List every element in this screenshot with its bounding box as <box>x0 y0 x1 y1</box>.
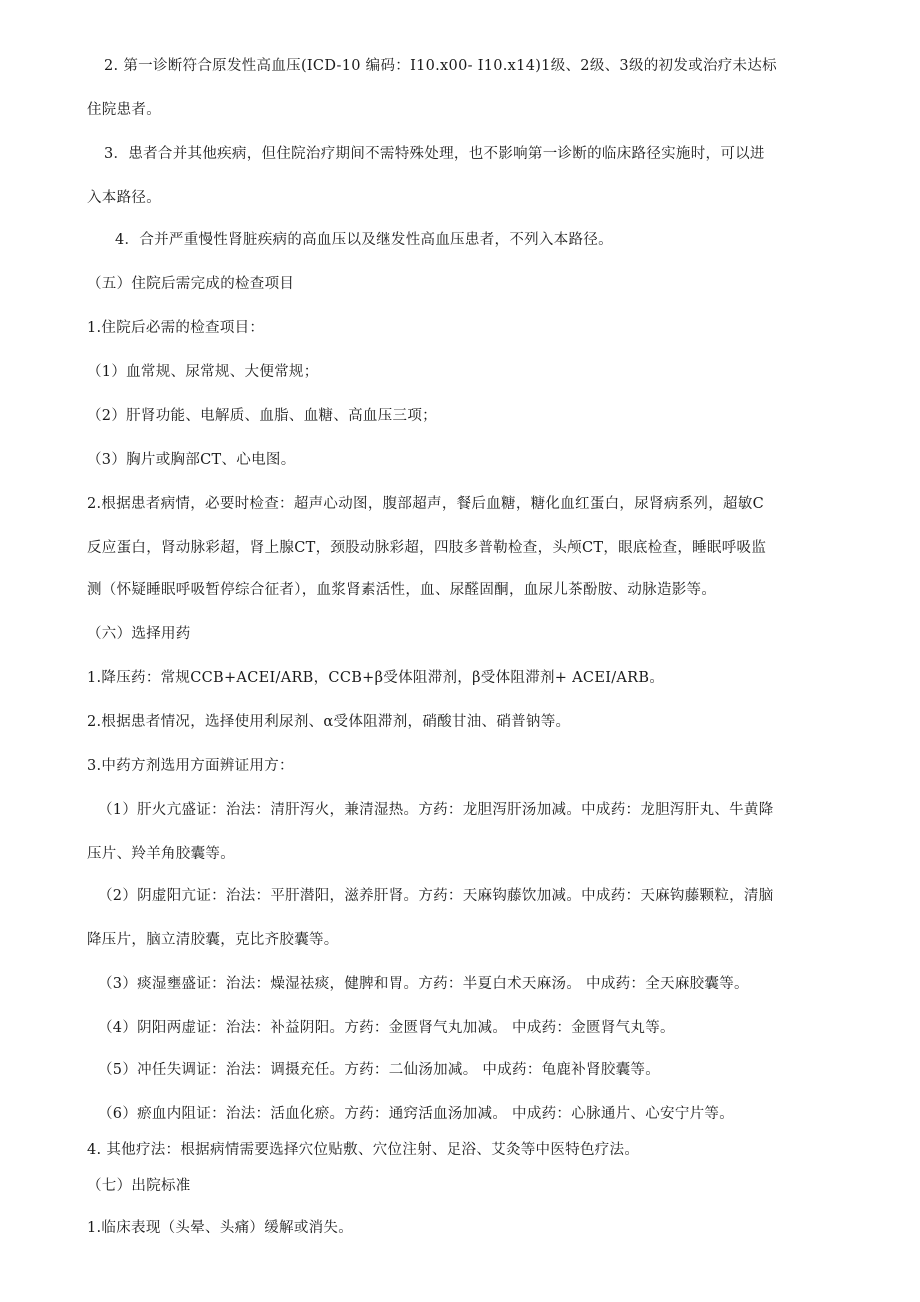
paragraph-line: 反应蛋白，肾动脉彩超，肾上腺CT，颈股动脉彩超，四肢多普勒检查，头颅CT，眼底检查，睡眠呼吸监 <box>87 540 767 556</box>
paragraph-line: 2.根据患者情况，选择使用利尿剂、α受体阻滞剂，硝酸甘油、硝普钠等。 <box>87 714 571 730</box>
list-item: （1）血常规、尿常规、大便常规； <box>87 364 319 380</box>
paragraph-line: 4. 其他疗法：根据病情需要选择穴位贴敷、穴位注射、足浴、艾灸等中医特色疗法。 <box>87 1142 640 1158</box>
paragraph-line: 压片、羚羊角胶囊等。 <box>87 846 235 862</box>
section-heading: （六）选择用药 <box>87 626 191 642</box>
paragraph-line: 测（怀疑睡眠呼吸暂停综合征者），血浆肾素活性，血、尿醛固酮，血尿儿茶酚胺、动脉造影等。 <box>87 582 717 598</box>
list-item: （2）阴虚阳亢证：治法：平肝潜阳，滋养肝肾。方药：天麻钩藤饮加减。中成药：天麻钩藤颗粒，清脑 <box>98 888 774 904</box>
paragraph-line: 3.中药方剂选用方面辨证用方： <box>87 758 294 774</box>
list-item: （3）胸片或胸部CT、心电图。 <box>87 452 296 468</box>
list-item: （5）冲任失调证：治法：调摄充任。方药：二仙汤加减。 中成药：龟鹿补肾胶囊等。 <box>98 1062 661 1078</box>
paragraph-line: 住院患者。 <box>87 102 161 118</box>
paragraph-line: 1.降压药：常规CCB+ACEI/ARB，CCB+β受体阻滞剂，β受体阻滞剂+ ACEI/ARB。 <box>87 670 665 686</box>
paragraph-line: 1.临床表现（头晕、头痛）缓解或消失。 <box>87 1220 354 1236</box>
list-item: （6）瘀血内阻证：治法：活血化瘀。方药：通窍活血汤加减。 中成药：心脉通片、心安宁片等。 <box>98 1106 735 1122</box>
paragraph-line: 降压片，脑立清胶囊，克比齐胶囊等。 <box>87 932 339 948</box>
paragraph-line: 2.根据患者病情，必要时检查：超声心动图，腹部超声，餐后血糖，糖化血红蛋白，尿肾病系列，超敏C <box>87 496 765 512</box>
paragraph-line: 2. 第一诊断符合原发性高血压(ICD-10 编码：I10.x00- I10.x14)1级、2级、3级的初发或治疗未达标 <box>104 58 777 74</box>
paragraph-line: 4．合并严重慢性肾脏疾病的高血压以及继发性高血压患者，不列入本路径。 <box>115 232 613 248</box>
list-item: （1）肝火亢盛证：治法：清肝泻火，兼清湿热。方药：龙胆泻肝汤加减。中成药：龙胆泻肝丸、牛黄降 <box>98 802 774 818</box>
paragraph-line: 3．患者合并其他疾病，但住院治疗期间不需特殊处理，也不影响第一诊断的临床路径实施时，可以进 <box>104 146 765 162</box>
paragraph-line: 入本路径。 <box>87 190 161 206</box>
list-item: （4）阴阳两虚证：治法：补益阴阳。方药：金匮肾气丸加减。 中成药：金匮肾气丸等。 <box>98 1020 675 1036</box>
section-heading: （五）住院后需完成的检查项目 <box>87 276 295 292</box>
list-item: （2）肝肾功能、电解质、血脂、血糖、高血压三项； <box>87 408 437 424</box>
list-item: （3）痰湿壅盛证：治法：燥湿祛痰，健脾和胃。方药：半夏白术天麻汤。 中成药：全天麻胶囊等。 <box>98 976 749 992</box>
section-heading: （七）出院标准 <box>87 1178 191 1194</box>
paragraph-line: 1.住院后必需的检查项目： <box>87 320 265 336</box>
